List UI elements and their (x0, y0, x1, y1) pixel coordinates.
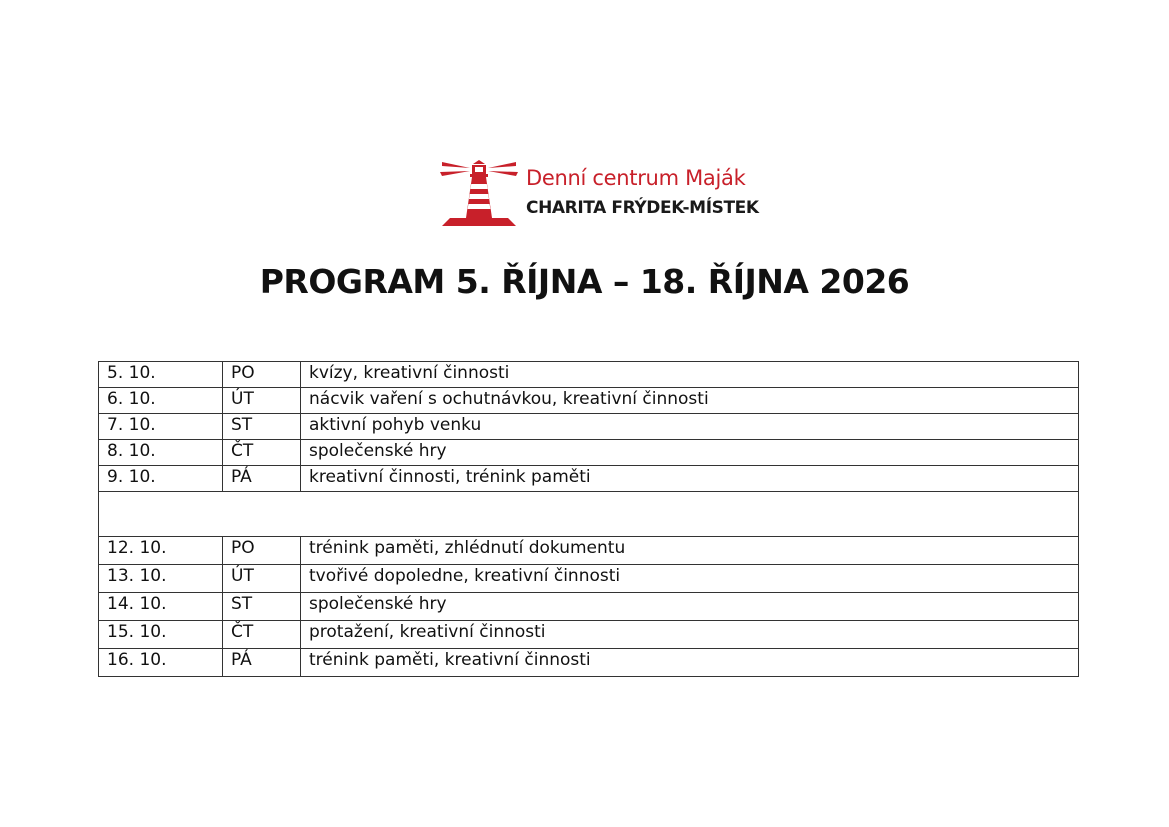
date-cell: 14. 10. (99, 593, 223, 621)
activity-cell: trénink paměti, zhlédnutí dokumentu (301, 537, 1079, 565)
day-cell: ČT (223, 621, 301, 649)
day-cell: ST (223, 414, 301, 440)
activity-cell: nácvik vaření s ochutnávkou, kreativní činnosti (301, 388, 1079, 414)
day-cell: ÚT (223, 388, 301, 414)
table-row (99, 565, 1079, 593)
organization-name: CHARITA FRÝDEK-MÍSTEK (526, 198, 759, 218)
table-row (99, 362, 1079, 388)
week-separator-row (99, 492, 1079, 537)
date-cell: 16. 10. (99, 649, 223, 677)
day-cell: ÚT (223, 565, 301, 593)
activity-cell: společenské hry (301, 593, 1079, 621)
program-table (98, 361, 1079, 677)
table-row (99, 440, 1079, 466)
activity-cell: aktivní pohyb venku (301, 414, 1079, 440)
date-cell: 9. 10. (99, 466, 223, 492)
date-cell: 6. 10. (99, 388, 223, 414)
activity-cell: společenské hry (301, 440, 1079, 466)
empty-cell (99, 492, 1079, 537)
activity-cell: tvořivé dopoledne, kreativní činnosti (301, 565, 1079, 593)
date-cell: 5. 10. (99, 362, 223, 388)
activity-cell: protažení, kreativní činnosti (301, 621, 1079, 649)
day-cell: PO (223, 537, 301, 565)
date-cell: 15. 10. (99, 621, 223, 649)
date-cell: 8. 10. (99, 440, 223, 466)
activity-cell: trénink paměti, kreativní činnosti (301, 649, 1079, 677)
center-name: Denní centrum Maják (526, 166, 746, 190)
activity-cell: kreativní činnosti, trénink paměti (301, 466, 1079, 492)
table-row (99, 414, 1079, 440)
date-cell: 12. 10. (99, 537, 223, 565)
table-row (99, 537, 1079, 565)
page-title: PROGRAM 5. ŘÍJNA – 18. ŘÍJNA 2026 (259, 262, 910, 301)
table-row (99, 466, 1079, 492)
day-cell: PO (223, 362, 301, 388)
table-row (99, 388, 1079, 414)
table-row (99, 593, 1079, 621)
logo (440, 158, 780, 228)
day-cell: PÁ (223, 466, 301, 492)
table-row (99, 621, 1079, 649)
day-cell: ČT (223, 440, 301, 466)
date-cell: 13. 10. (99, 565, 223, 593)
table-row (99, 649, 1079, 677)
day-cell: PÁ (223, 649, 301, 677)
day-cell: ST (223, 593, 301, 621)
date-cell: 7. 10. (99, 414, 223, 440)
activity-cell: kvízy, kreativní činnosti (301, 362, 1079, 388)
lighthouse-icon (440, 160, 518, 226)
